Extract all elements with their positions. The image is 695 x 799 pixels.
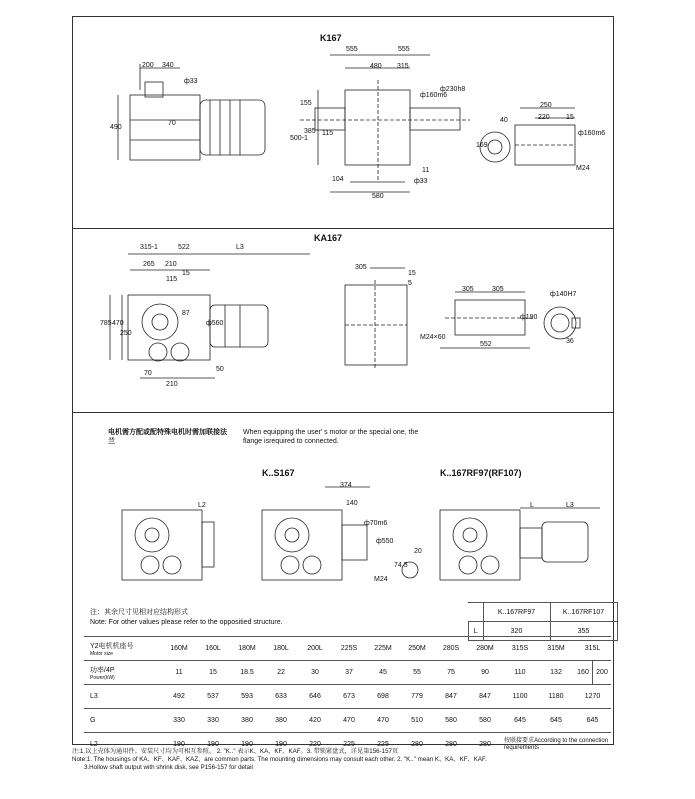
l2-label: L2 — [84, 733, 162, 757]
dim-label: 374 — [340, 482, 352, 489]
dim-label: 155 — [300, 100, 312, 107]
table-cell: 510 — [400, 709, 434, 733]
motor-note-cn: 电机需方配或配特殊电机时需加联接法兰 — [108, 429, 227, 445]
table-cell: 75 — [434, 661, 468, 685]
table-cell: 180L — [264, 637, 298, 661]
table-cell: 55 — [400, 661, 434, 685]
dim-label: 210 — [166, 381, 178, 388]
rf-cell: 355 — [550, 622, 617, 641]
spec-table — [84, 636, 611, 756]
table-cell: 225M — [366, 637, 400, 661]
variant-rf-view — [440, 508, 600, 580]
dim-label: L2 — [198, 502, 206, 509]
dim-label: 522 — [178, 244, 190, 251]
dim-label: ф190 — [520, 314, 538, 321]
dim-label: 115 — [166, 276, 178, 283]
table-cell: 537 — [196, 685, 230, 709]
dim-label: 250 — [120, 330, 132, 337]
table-cell: 779 — [400, 685, 434, 709]
s167-title: K..S167 — [262, 468, 295, 478]
motor-label-en: Motor size — [90, 650, 114, 657]
dim-label: 200 — [142, 62, 154, 69]
dim-label: 500-1 — [290, 135, 308, 142]
dim-label: 305 — [492, 286, 504, 293]
k167-front-view — [300, 55, 470, 192]
opposite-note-en: Note: For other values please refer to the oppositied structure. — [90, 619, 283, 626]
footer-en2: 3.Hollow shaft output with shrink disk, see P156-157 for detail — [84, 764, 253, 771]
table-cell: 190 — [230, 733, 264, 757]
table-cell: 190 — [162, 733, 196, 757]
table-row — [84, 709, 611, 733]
table-cell: 225 — [366, 733, 400, 757]
table-cell: 330 — [196, 709, 230, 733]
table-cell: 315S — [502, 637, 538, 661]
ka167-front-view — [345, 268, 407, 370]
table-cell: 315M — [538, 637, 574, 661]
table-cell: 200 — [593, 661, 612, 685]
dim-label: ф560 — [206, 320, 224, 327]
l2-note — [502, 733, 611, 757]
dim-label: L3 — [566, 502, 574, 509]
dim-label: 265 — [143, 261, 155, 268]
table-cell: 580 — [434, 709, 468, 733]
rf-cell: 320 — [483, 622, 550, 641]
table-cell: 280 — [434, 733, 468, 757]
table-cell: 645 — [538, 709, 574, 733]
table-cell: 847 — [468, 685, 502, 709]
table-cell: 22 — [264, 661, 298, 685]
table-cell: 645 — [574, 709, 611, 733]
table-cell: 200L — [298, 637, 332, 661]
dim-label: 315 — [397, 63, 409, 70]
dim-label: ф33 — [184, 78, 198, 85]
table-cell: 190 — [264, 733, 298, 757]
dim-label: 5 — [408, 280, 412, 287]
footer-en1: Note:1. The housings of KA、KF、KAF、KAZ、are common parts. The mounting dimensions may consult each other. 2. "K.." mean K、KA、KF、KAF. — [72, 756, 487, 763]
dim-label: ф33 — [414, 178, 428, 185]
table-cell: 132 — [538, 661, 574, 685]
dim-label: 40 — [500, 117, 508, 124]
dim-label: ф160m6 — [420, 92, 448, 99]
k167-shaft-detail — [480, 108, 575, 165]
table-cell: 37 — [332, 661, 366, 685]
dim-label: ф70m6 — [364, 520, 388, 527]
dim-label: 74.5 — [394, 562, 408, 569]
variant-left-view — [122, 510, 214, 580]
table-cell: 15 — [196, 661, 230, 685]
table-cell: 225 — [332, 733, 366, 757]
motor-label-cn: Y2电机机座号 — [90, 642, 134, 650]
table-cell: 160M — [162, 637, 196, 661]
rf-header: K..167RF97 — [483, 603, 550, 622]
l2-note-en: According to the connection requirements — [504, 737, 609, 751]
motor-note-en: When equipping the user' s motor or the special one, the flange isrequired to connected. — [243, 429, 419, 445]
table-cell: 645 — [502, 709, 538, 733]
l2-note-cn: 按联接要求 — [504, 737, 535, 744]
dim-label: 140 — [346, 500, 358, 507]
power-label-en: Power(kW) — [90, 674, 115, 681]
table-cell: 380 — [264, 709, 298, 733]
dim-label: ф160m6 — [578, 130, 606, 137]
table-row — [84, 637, 611, 661]
dim-label: 15 — [566, 114, 574, 121]
dim-label: M24 — [374, 576, 388, 583]
ka167-side-view — [110, 254, 310, 378]
dim-label: 580 — [372, 193, 384, 200]
g-label: G — [84, 709, 162, 733]
table-cell: 492 — [162, 685, 196, 709]
table-cell: 220 — [298, 733, 332, 757]
dim-label: 104 — [332, 176, 344, 183]
table-cell: 30 — [298, 661, 332, 685]
dim-label: 552 — [480, 341, 492, 348]
table-cell: 330 — [162, 709, 196, 733]
table-cell: 646 — [298, 685, 332, 709]
table-cell: 110 — [502, 661, 538, 685]
dim-label: 305 — [355, 264, 367, 271]
dim-label: 480 — [370, 63, 382, 70]
opposite-note-cn: 注：其余尺寸见相对应结构形式 — [90, 609, 188, 616]
ka167-title: KA167 — [314, 233, 343, 243]
dim-label: 87 — [182, 310, 190, 317]
dim-label: ф230h8 — [440, 86, 466, 93]
table-cell: 673 — [332, 685, 366, 709]
dim-label: 555 — [398, 46, 410, 53]
l3-label: L3 — [84, 685, 162, 709]
table-cell: 1180 — [538, 685, 574, 709]
table-cell: 180M — [230, 637, 264, 661]
table-cell: 160 — [574, 661, 593, 685]
dim-label: 15 — [408, 270, 416, 277]
table-cell: 225S — [332, 637, 366, 661]
dim-label: M24 — [576, 165, 590, 172]
table-cell: 593 — [230, 685, 264, 709]
dim-label: 220 — [538, 114, 550, 121]
table-cell: 18.5 — [230, 661, 264, 685]
dim-label: 490 — [110, 124, 122, 131]
table-cell: 420 — [298, 709, 332, 733]
dim-label: 15 — [182, 270, 190, 277]
dim-label: 305 — [462, 286, 474, 293]
table-cell: 280M — [468, 637, 502, 661]
dim-label: 11 — [422, 167, 430, 174]
dim-label: ф140H7 — [550, 291, 577, 298]
dim-label: L3 — [236, 244, 244, 251]
rf-title: K..167RF97(RF107) — [440, 468, 522, 478]
dim-label: L — [530, 502, 534, 509]
k167-title: K167 — [320, 33, 342, 43]
table-cell: 633 — [264, 685, 298, 709]
table-cell: 190 — [196, 733, 230, 757]
table-cell: 380 — [230, 709, 264, 733]
dim-label: 169 — [476, 142, 488, 149]
rf-header: K..167RF107 — [550, 603, 617, 622]
dim-label: 36 — [566, 338, 574, 345]
ka167-hollow-shaft-detail — [440, 292, 580, 348]
table-row — [84, 685, 611, 709]
table-cell: 11 — [162, 661, 196, 685]
power-label-cn: 功率/4P — [90, 666, 115, 674]
table-cell: 280S — [434, 637, 468, 661]
table-cell: 470 — [366, 709, 400, 733]
table-cell: 45 — [366, 661, 400, 685]
table-cell: 847 — [434, 685, 468, 709]
dim-label: 385 — [304, 128, 316, 135]
table-cell: 280 — [400, 733, 434, 757]
dim-label: M24×60 — [420, 334, 446, 341]
footer-notes — [72, 748, 487, 772]
table-row — [84, 661, 611, 685]
rf-row-label: L — [469, 622, 484, 641]
footer-cn: 注:1.以上壳体为通用件。安装尺寸均为可相互参照。 2. "K.." 表示K、KA、KF、KAF。3. 带锁紧盘式，详见第156-157页 — [72, 748, 399, 755]
table-cell: 280 — [468, 733, 502, 757]
table-cell: 160L — [196, 637, 230, 661]
table-cell: 90 — [468, 661, 502, 685]
table-cell: 580 — [468, 709, 502, 733]
dim-label: 70 — [168, 120, 176, 127]
dim-label: 70 — [144, 370, 152, 377]
dim-label: 785 — [100, 320, 112, 327]
dim-label: 210 — [165, 261, 177, 268]
table-cell: 315L — [574, 637, 611, 661]
dim-label: 315-1 — [140, 244, 158, 251]
table-cell: 1100 — [502, 685, 538, 709]
table-cell: 470 — [332, 709, 366, 733]
dim-label: 470 — [112, 320, 124, 327]
dim-label: 555 — [346, 46, 358, 53]
table-cell: 1270 — [574, 685, 611, 709]
table-cell: 250M — [400, 637, 434, 661]
table-cell: 698 — [366, 685, 400, 709]
dim-label: 115 — [322, 130, 334, 137]
dim-label: 340 — [162, 62, 174, 69]
dim-label: ф550 — [376, 538, 394, 545]
dim-label: 250 — [540, 102, 552, 109]
dim-label: 20 — [414, 548, 422, 555]
dim-label: 50 — [216, 366, 224, 373]
